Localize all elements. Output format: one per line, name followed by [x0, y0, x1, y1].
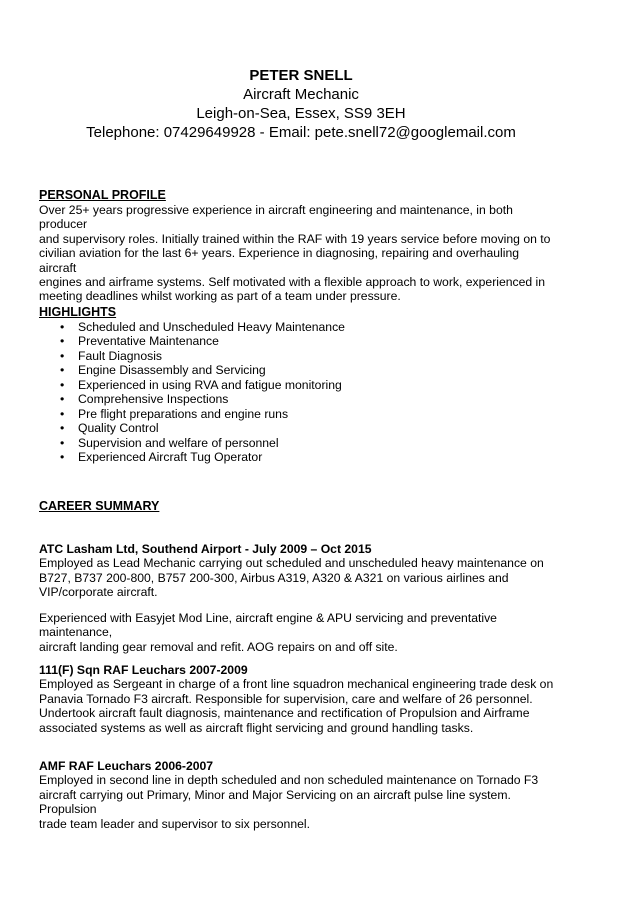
job-line: B727, B737 200-800, B757 200-300, Airbus A319, A320 & A321 on various airlines and	[39, 570, 509, 585]
highlight-item	[39, 436, 559, 450]
highlights-heading: HIGHLIGHTS	[39, 305, 117, 319]
highlight-text: Supervision and welfare of personnel	[78, 435, 279, 450]
job-line: Experienced with Easyjet Mod Line, aircraft engine & APU servicing and preventative maintenance,	[39, 611, 497, 640]
candidate-title: Aircraft Mechanic	[243, 86, 359, 103]
highlight-text: Quality Control	[78, 421, 159, 436]
personal-profile-section	[39, 188, 559, 304]
job-line: associated systems as well as aircraft flight servicing and ground handling tasks.	[39, 720, 474, 735]
highlights-list	[39, 320, 559, 465]
job-entry	[39, 663, 559, 735]
profile-paragraph	[39, 203, 559, 304]
career-summary-heading: CAREER SUMMARY	[39, 499, 160, 513]
job-line: aircraft landing gear removal and refit. AOG repairs on and off site.	[39, 639, 398, 654]
highlight-item	[39, 421, 559, 435]
bullet-icon: •	[60, 377, 65, 392]
candidate-location: Leigh-on-Sea, Essex, SS9 3EH	[196, 105, 406, 122]
profile-line: civilian aviation for the last 6+ years. Experience in diagnosing, repairing and overhauling aircraft	[39, 246, 520, 275]
highlight-text: Fault Diagnosis	[78, 348, 162, 363]
highlight-text: Scheduled and Unscheduled Heavy Maintenance	[78, 320, 345, 334]
highlight-item	[39, 349, 559, 363]
job-line: Undertook aircraft fault diagnosis, maintenance and rectification of Propulsion and Airframe	[39, 706, 530, 721]
profile-line: meeting deadlines whilst working as part of a team under pressure.	[39, 289, 401, 304]
job-title: AMF RAF Leuchars 2006-2007	[39, 759, 214, 773]
highlight-text: Comprehensive Inspections	[78, 392, 229, 407]
job-line: Panavia Tornado F3 aircraft. Responsible for supervision, care and welfare of 26 personnel.	[39, 691, 533, 706]
profile-line: Over 25+ years progressive experience in aircraft engineering and maintenance, in both producer	[39, 203, 513, 232]
highlight-item	[39, 378, 559, 392]
highlight-text: Pre flight preparations and engine runs	[78, 406, 289, 421]
personal-profile-heading: PERSONAL PROFILE	[39, 188, 166, 202]
highlight-text: Engine Disassembly and Servicing	[78, 363, 266, 378]
job-title: ATC Lasham Ltd, Southend Airport - July 2009 – Oct 2015	[39, 542, 372, 556]
highlight-text: Experienced in using RVA and fatigue monitoring	[78, 377, 342, 392]
highlight-text: Preventative Maintenance	[78, 334, 219, 349]
job-line: Employed as Sergeant in charge of a front line squadron mechanical engineering trade desk on	[39, 677, 554, 692]
job-line: Employed as Lead Mechanic carrying out scheduled and unscheduled heavy maintenance on	[39, 556, 544, 571]
highlight-item	[39, 407, 559, 421]
highlight-item	[39, 320, 559, 334]
bullet-icon: •	[60, 421, 65, 436]
bullet-icon: •	[60, 320, 65, 334]
job-entry	[39, 759, 559, 831]
highlight-item	[39, 392, 559, 406]
bullet-icon: •	[60, 406, 65, 421]
job-line: trade team leader and supervisor to six personnel.	[39, 816, 310, 831]
job-entry	[39, 542, 559, 600]
job-title: 111(F) Sqn RAF Leuchars 2007-2009	[39, 663, 248, 677]
profile-line: and supervisory roles. Initially trained within the RAF with 19 years service before moving on to	[39, 231, 551, 246]
highlight-text: Experienced Aircraft Tug Operator	[78, 450, 263, 465]
bullet-icon: •	[60, 334, 65, 349]
bullet-icon: •	[60, 392, 65, 407]
job-line: VIP/corporate aircraft.	[39, 585, 158, 600]
profile-line: engines and airframe systems. Self motivated with a flexible approach to work, experienced in	[39, 275, 546, 290]
highlights-section	[39, 305, 559, 465]
highlight-item	[39, 450, 559, 464]
job-line: Employed in second line in depth scheduled and non scheduled maintenance on Tornado F3	[39, 773, 539, 788]
job-line: aircraft carrying out Primary, Minor and Major Servicing on an aircraft pulse line system. Propulsion	[39, 787, 511, 817]
highlight-item	[39, 334, 559, 348]
career-summary-section	[39, 499, 559, 514]
resume-header	[0, 66, 602, 142]
job-entry-paragraph	[39, 611, 559, 654]
candidate-contact: Telephone: 07429649928 - Email: pete.snell72@googlemail.com	[86, 124, 516, 141]
highlight-item	[39, 363, 559, 377]
bullet-icon: •	[60, 348, 65, 363]
bullet-icon: •	[60, 363, 65, 378]
candidate-name: PETER SNELL	[249, 67, 353, 84]
bullet-icon: •	[60, 435, 65, 450]
bullet-icon: •	[60, 450, 65, 465]
